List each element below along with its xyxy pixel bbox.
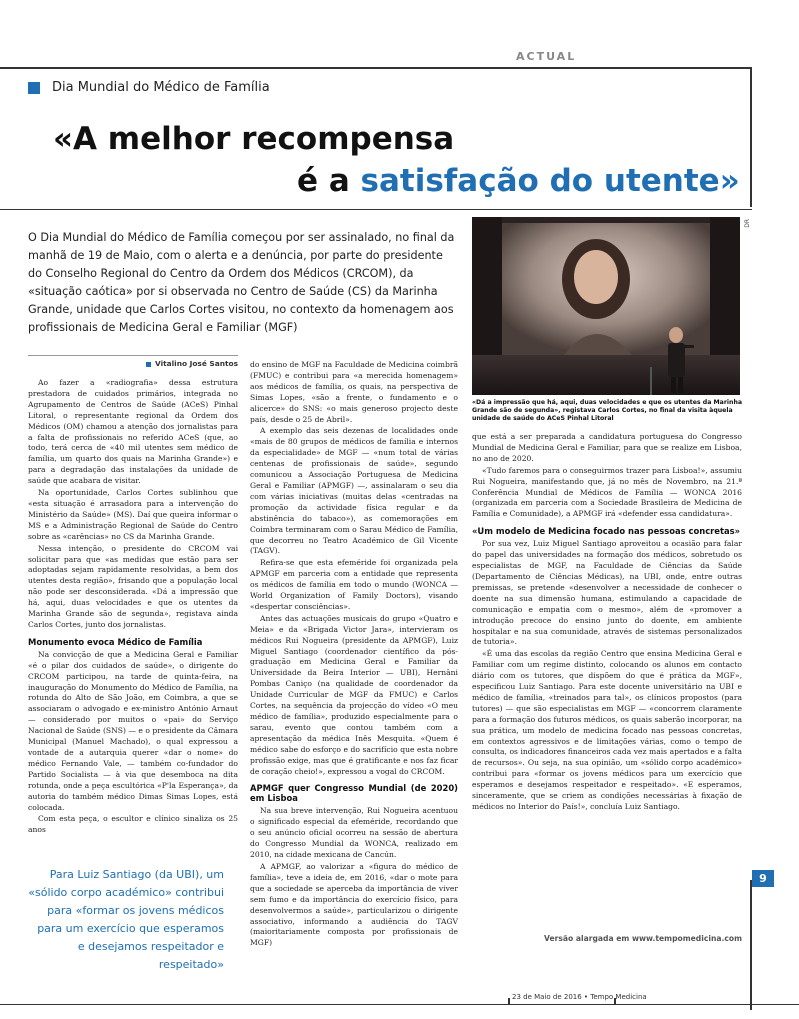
byline-rule <box>28 355 238 356</box>
paragraph: Refira-se que esta efeméride foi organizada pela APMGF em parceria com a entidade que representa os médicos de família em todo o mundo (WONCA — World Organization of Family Doctors), visando «despertar consciências». <box>250 558 458 611</box>
paragraph: Na sua breve intervenção, Rui Nogueira acentuou o significado especial da efeméride, recordando que o seu anúncio oficial ocorreu na sessão de abertura do Congresso Mundial da WONCA, realizado em 2010, na cidade mexicana de Cancún. <box>250 806 458 860</box>
right-rule-lower <box>750 880 752 1010</box>
headline-line-1: «A melhor recompensa <box>53 121 455 157</box>
byline <box>28 359 238 368</box>
pull-quote: Para Luiz Santiago (da UBI), um «sólido corpo académico» contribui para «formar os jovens médicos para um exercício que esperamos e desejamos respeitador e respeitado» <box>28 868 224 971</box>
article-column-1 <box>28 378 238 837</box>
subheading: APMGF quer Congresso Mundial (de 2020) em Lisboa <box>250 783 458 804</box>
headline-rule <box>0 209 752 210</box>
paragraph: A APMGF, ao valorizar a «figura do médico de família», teve a ideia de, em 2016, «dar o mote para que a sociedade se aperceba da importância de viver sem fumo e da importância do exercício físico, para desenvolvermos a saúde», particularizou o dirigente associativo, informando a audiência do TAGV (maioritariamente composta por profissionais de MGF) <box>250 861 458 948</box>
footer-date-publication: 23 de Maio de 2016 • Tempo Medicina <box>512 993 647 1001</box>
article-column-3 <box>472 432 742 814</box>
paragraph: Nessa intenção, o presidente do CRCOM vai solicitar para que «as medidas que estão para ser adoptadas sejam rapidamente resolvidas, a bem dos utentes desta região», frisando que a população local não pode ser desconsiderada. «Dá a impressão que há, aqui, duas velocidades e que os utentes da Marinha Grande são de segunda», registava ainda Carlos Cortes, junto dos jornalistas. <box>28 543 238 629</box>
footer-rule <box>0 1004 799 1005</box>
paragraph: Na convicção de que a Medicina Geral e Familiar «é o pilar dos cuidados de saúde», o dirigente do CRCOM participou, na tarde de quinta-feira, na inauguração do Monumento do Médico de Família, na rotunda do Alto de São João, em Coimbra, a que se associaram o advogado e ex-ministro António Arnaut — considerado por muitos o «pai» do Serviço Nacional de Saúde (SNS) — e o presidente da Câmara Municipal (Manuel Machado), o qual expressou a vontade de a autarquia querer «dar o nome» do médico Fernando Vale, — também co-fundador do Partido Socialista — à via que desemboca na dita rotunda, onde a peça escultórica «P'la Esperança», da autoria do também médico Dimas Simas Lopes, está colocada. <box>28 649 238 812</box>
paragraph: «Tudo faremos para o conseguirmos trazer para Lisboa!», assumiu Rui Nogueira, manifestando que, já no mês de Novembro, na 21.ª Conferência Mundial de Médicos de Família — WONCA 2016 (organizada em parceria com a Sociedade Brasileira de Medicina de Família e Comunidade), a APMGF irá «defender essa candidatura». <box>472 465 742 519</box>
paragraph: Com esta peça, o escultor e clínico sinaliza os 25 anos <box>28 814 238 835</box>
extended-version-link[interactable]: Versão alargada em www.tempomedicina.com <box>544 934 742 943</box>
headline-line-2-plain: é a <box>297 163 361 199</box>
kicker <box>28 80 270 95</box>
article-column-2 <box>250 360 458 950</box>
photo-caption: «Dá a impressão que há, aqui, duas velocidades e que os utentes da Marinha Grande são de segunda», registava Carlos Cortes, no final da visita àquela unidade de saúde do ACeS Pinhal Litoral <box>472 399 743 422</box>
paragraph: do ensino de MGF na Faculdade de Medicina coimbrã (FMUC) e contribui para «a merecida homenagem» aos médicos de família, os quais, na perspectiva de Simas Lopes, «são a frente, o fundamento e o alicerce» do SNS: «o mais generoso projecto deste país, desde o 25 de Abril». <box>250 360 458 424</box>
subheading: Monumento evoca Médico de Família <box>28 636 203 647</box>
paragraph: Ao fazer a «radiografia» dessa estrutura prestadora de cuidados primários, integrada no Agrupamento de Centros de Saúde (ACeS) Pinhal Litoral, o representante regional da Ordem dos Médicos (OM) chamou a atenção dos jornalistas para a falta de profissionais no referido ACeS (que, ao todo, terá cerca de «40 mil utentes sem médico de família, um quarto dos quais na Marinha Grande») e para a degradação das instalações da unidade de saúde que acabara de visitar. <box>28 378 238 486</box>
lead-paragraph: O Dia Mundial do Médico de Família começou por ser assinalado, no final da manhã de 19 de Maio, com o alerta e a denúncia, por parte do presidente do Conselho Regional do Centro da Ordem dos Médicos (CRCOM), da «situação caótica» por si observada no Centro de Saúde (CS) da Marinha Grande, unidade que Carlos Cortes visitou, no contexto da homenagem aos profissionais de Medicina Geral e Familiar (MGF) <box>28 231 455 334</box>
subheading: «Um modelo de Medicina focado nas pessoas concretas» <box>472 526 741 537</box>
paragraph: Na oportunidade, Carlos Cortes sublinhou que «esta situação é arrasadora para a intervenção do Ministério da Saúde» (MS). Daí que queira informar o MS e a Administração Regional de Saúde do Centro sobre as «carências» no CS da Marinha Grande. <box>28 488 238 541</box>
paragraph: «É uma das escolas da região Centro que ensina Medicina Geral e Familiar com um regime distinto, colocando os alunos em contacto diário com os tutores, que dispõem do que é prática da MGF», especificou Luiz Santiago. Para este docente universitário na UBI e médico de família, «treinados para tal», os clínicos propostos (para tutores) — que são especialistas em MGF — «concorrem claramente para a formação dos futuros médicos, os quais saberão incorporar, na sua prática, um modelo de medicina focado nas pessoas concretas, em contextos agressivos e de limitações várias, como o tempo de consulta, os indicadores financeiros cada vez mais apertados e a falta de recursos». Ou seja, na sua opinião, um «sólido corpo académico» contribui para «formar os jovens médicos para um exercício que esperamos e desejamos respeitador e respeitado». «E esperamos, sinceramente, que se criem as condições necessárias à fixação de médicos no Interior do País!», concluía Luiz Santiago. <box>472 649 742 811</box>
kicker-square-icon <box>28 82 40 94</box>
byline-square-icon <box>146 362 151 367</box>
headline <box>0 118 760 202</box>
section-label: ACTUAL <box>516 50 577 63</box>
paragraph: A exemplo das seis dezenas de localidades onde «mais de 80 grupos de médicos de família e internos da especialidade» de MGF — «num total de várias centenas de profissionais de saúde», segundo comunicou a Associação Portuguesa de Medicina Geral e Familiar (APMGF) —, assinalaram o seu dia com várias iniciativas (muitas delas «centradas na promoção da actividade física regular e da abstinência do tabaco»), as comemorações em Coimbra terminaram com o Sarau Médico de Família, que decorreu no Teatro Académico de Gil Vicente (TAGV). <box>250 426 458 556</box>
footer-tick <box>508 998 510 1005</box>
page-number: 9 <box>752 870 774 887</box>
paragraph: Por sua vez, Luiz Miguel Santiago aproveitou a ocasião para falar do papel das universidades na formação dos médicos, sobretudo os especialistas de MGF, na Faculdade de Ciências da Saúde (Departamento de Ciências Médicas), na UBI, onde, entre outras premissas, se pretende «desenvolver a necessidade de conhecer o doente na sua dimensão humana, estimulando a capacidade de comunicação e empatia com o mesmo», além de «promover a introdução precoce do ensino junto do doente, em ambiente hospitalar e na sua comunidade, através de sistemas personalizados de tutoria». <box>472 539 742 647</box>
headline-line-2-highlight: satisfação do utente» <box>360 163 740 199</box>
kicker-text: Dia Mundial do Médico de Família <box>52 80 270 95</box>
byline-author: Vitalino José Santos <box>154 359 238 368</box>
headline-line-2 <box>0 160 760 202</box>
paragraph: Antes das actuações musicais do grupo «Quatro e Meia» e da «Brigada Victor Jara», intervieram os médicos Rui Nogueira (presidente da APMGF), Luiz Miguel Santiago (coordenador científico da pós-graduação em Medicina Geral e Familiar da Universidade da Beira Interior — UBI), Hernâni Pombas Caniço (na qualidade de coordenador da Unidade Curricular de MGF da FMUC) e Carlos Cortes, na sequência da projecção do vídeo «O meu médico de família», produzido especialmente para o sarau, evento que contou também com a apresentação da médica Inês Mesquita. «Quem é médico sabe do esforço e do sacrifício que esta nobre profissão exige, mas que é gratificante e nos faz ficar de coração cheio!», expressou a vogal do CRCOM. <box>250 613 458 776</box>
paragraph: que está a ser preparada a candidatura portuguesa do Congresso Mundial de Medicina Geral e Familiar, para que se realize em Lisboa, no ano de 2020. <box>472 432 742 463</box>
top-rule <box>0 67 752 69</box>
photo-illustration <box>472 217 740 395</box>
article-photo <box>472 217 740 395</box>
photo-credit: DR <box>744 219 751 228</box>
